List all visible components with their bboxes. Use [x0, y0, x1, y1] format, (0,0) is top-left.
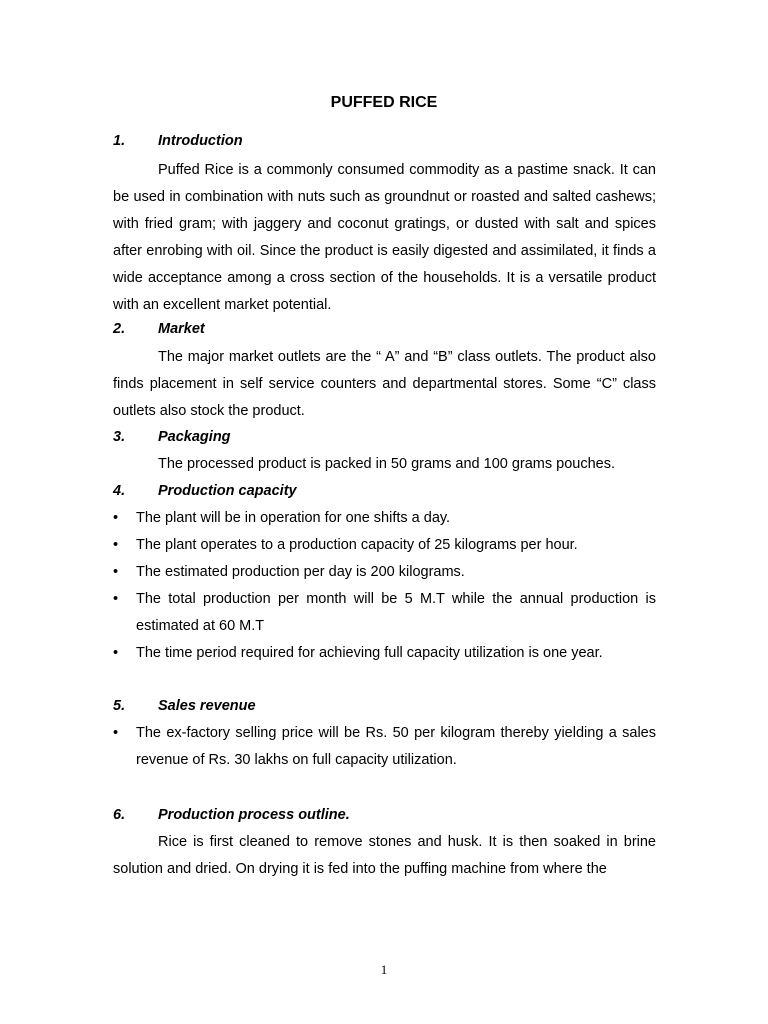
section-number: 2. [113, 321, 126, 337]
capacity-bullet-list [113, 505, 656, 667]
section-heading-introduction [113, 133, 243, 149]
section-title: Market [158, 321, 205, 337]
page-number: 1 [380, 962, 388, 977]
list-item: • The time period required for achieving full capacity utilization is one year. [113, 640, 656, 667]
section-heading-production-process [113, 807, 350, 823]
introduction-paragraph: Puffed Rice is a commonly consumed commodity as a pastime snack. It can be used in combination with nuts such as groundnut or roasted and salted cashews; with fried gram; with jaggery and coconut gratings, or dusted with salt and spices after enrobing with oil. Since the product is easily digested and assimilated, it finds a wide acceptance among a cross section of the households. It is a versatile product with an excellent market potential. [113, 162, 656, 313]
list-item: • The ex-factory selling price will be Rs. 50 per kilogram thereby yielding a sales revenue of Rs. 30 lakhs on full capacity utilization. [113, 720, 656, 774]
section-heading-packaging [113, 429, 231, 445]
process-paragraph: Rice is first cleaned to remove stones and husk. It is then soaked in brine solution and dried. On drying it is fed into the puffing machine from where the [113, 834, 656, 877]
section-title: Production capacity [158, 483, 297, 499]
list-item: • The plant operates to a production capacity of 25 kilograms per hour. [113, 532, 656, 559]
list-item: • The total production per month will be 5 M.T while the annual production is estimated at 60 M.T [113, 586, 656, 640]
packaging-paragraph: The processed product is packed in 50 grams and 100 grams pouches. [158, 456, 616, 472]
section-heading-market [113, 321, 205, 337]
list-item: • The estimated production per day is 200 kilograms. [113, 559, 656, 586]
section-title: Production process outline. [158, 807, 350, 823]
section-number: 5. [113, 698, 126, 714]
page-title: PUFFED RICE [330, 94, 438, 111]
section-number: 1. [113, 133, 126, 149]
section-heading-production-capacity [113, 483, 297, 499]
section-title: Introduction [158, 133, 243, 149]
section-number: 6. [113, 807, 126, 823]
section-number: 4. [113, 483, 126, 499]
section-heading-sales-revenue [113, 698, 256, 714]
section-title: Sales revenue [158, 698, 256, 714]
sales-bullet-list [113, 720, 656, 774]
list-item: • The plant will be in operation for one shifts a day. [113, 505, 656, 532]
section-number: 3. [113, 429, 126, 445]
market-paragraph: The major market outlets are the “ A” and “B” class outlets. The product also finds placement in self service counters and departmental stores. Some “C” class outlets also stock the product. [113, 349, 656, 419]
section-title: Packaging [158, 429, 231, 445]
